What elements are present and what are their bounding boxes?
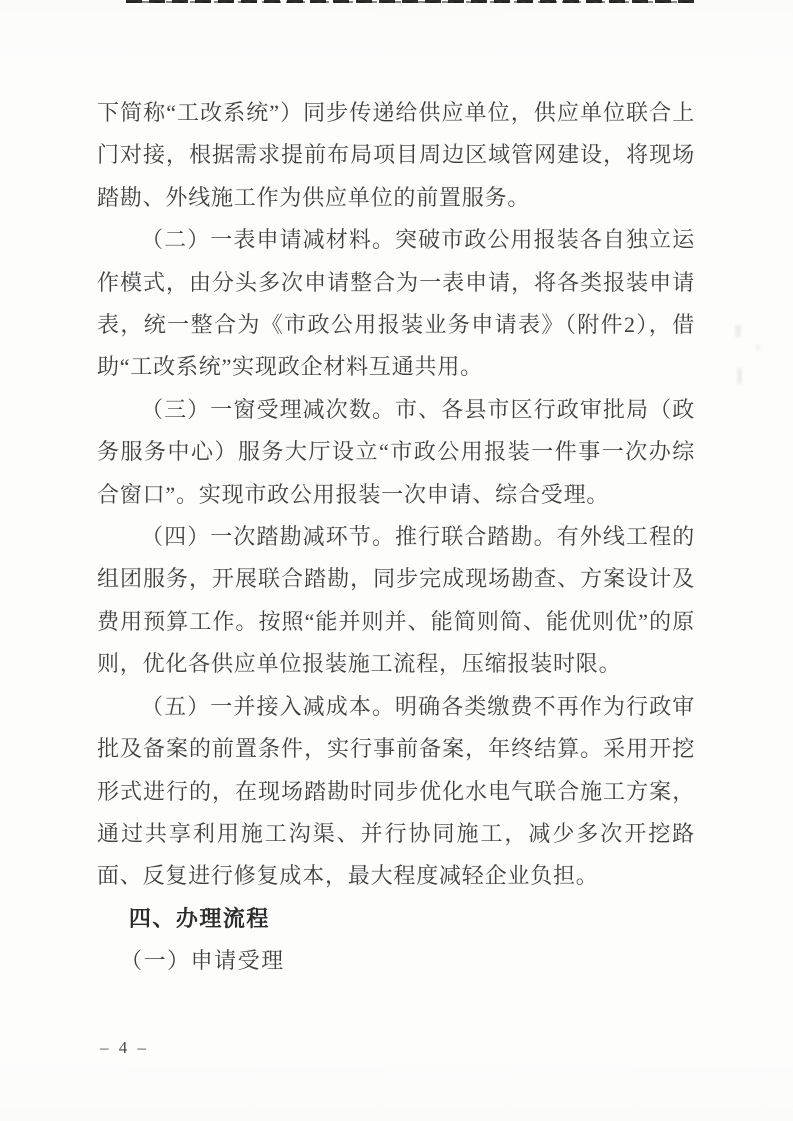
scan-noise-mark: [737, 368, 742, 384]
scan-noise-mark: [756, 344, 760, 351]
page-number: – 4 –: [100, 1038, 149, 1057]
section-heading: 四、办理流程: [128, 905, 270, 931]
document-body: [97, 92, 695, 983]
paragraph-item-3: （三）一窗受理减次数。市、各县市区行政审批局（政务服务中心）服务大厅设立“市政公用报装一件事一次办综合窗口”。实现市政公用报装一次申请、综合受理。: [97, 396, 695, 507]
subsection-heading: （一）申请受理: [120, 948, 285, 974]
paragraph-item-5: （五）一并接入减成本。明确各类缴费不再作为行政审批及备案的前置条件，实行事前备案，年终结算。采用开挖形式进行的，在现场踏勘时同步优化水电气联合施工方案，通过共享利用施工沟渠、并行协同施工，减少多次开挖路面、反复进行修复成本，最大程度减轻企业负担。: [97, 693, 695, 889]
paragraph-item-2: （二）一表申请减材料。突破市政公用报装各自独立运作模式，由分头多次申请整合为一表申请，将各类报装申请表，统一整合为《市政公用报装业务申请表》（附件2），借助“工改系统”实现政企材料互通共用。: [97, 227, 695, 380]
paragraph-item-4: （四）一次踏勘减环节。推行联合踏勘。有外线工程的组团服务，开展联合踏勘，同步完成现场勘查、方案设计及费用预算工作。按照“能并则并、能简则简、能优则优”的原则，优化各供应单位报装施工流程，压缩报装时限。: [97, 524, 695, 677]
scan-noise-mark: [735, 325, 741, 337]
paragraph-continuation: 下简称“工改系统”）同步传递给供应单位，供应单位联合上门对接，根据需求提前布局项目周边区域管网建设，将现场踏勘、外线施工作为供应单位的前置服务。: [97, 100, 695, 210]
scan-artifact-top-edge: [126, 0, 694, 4]
